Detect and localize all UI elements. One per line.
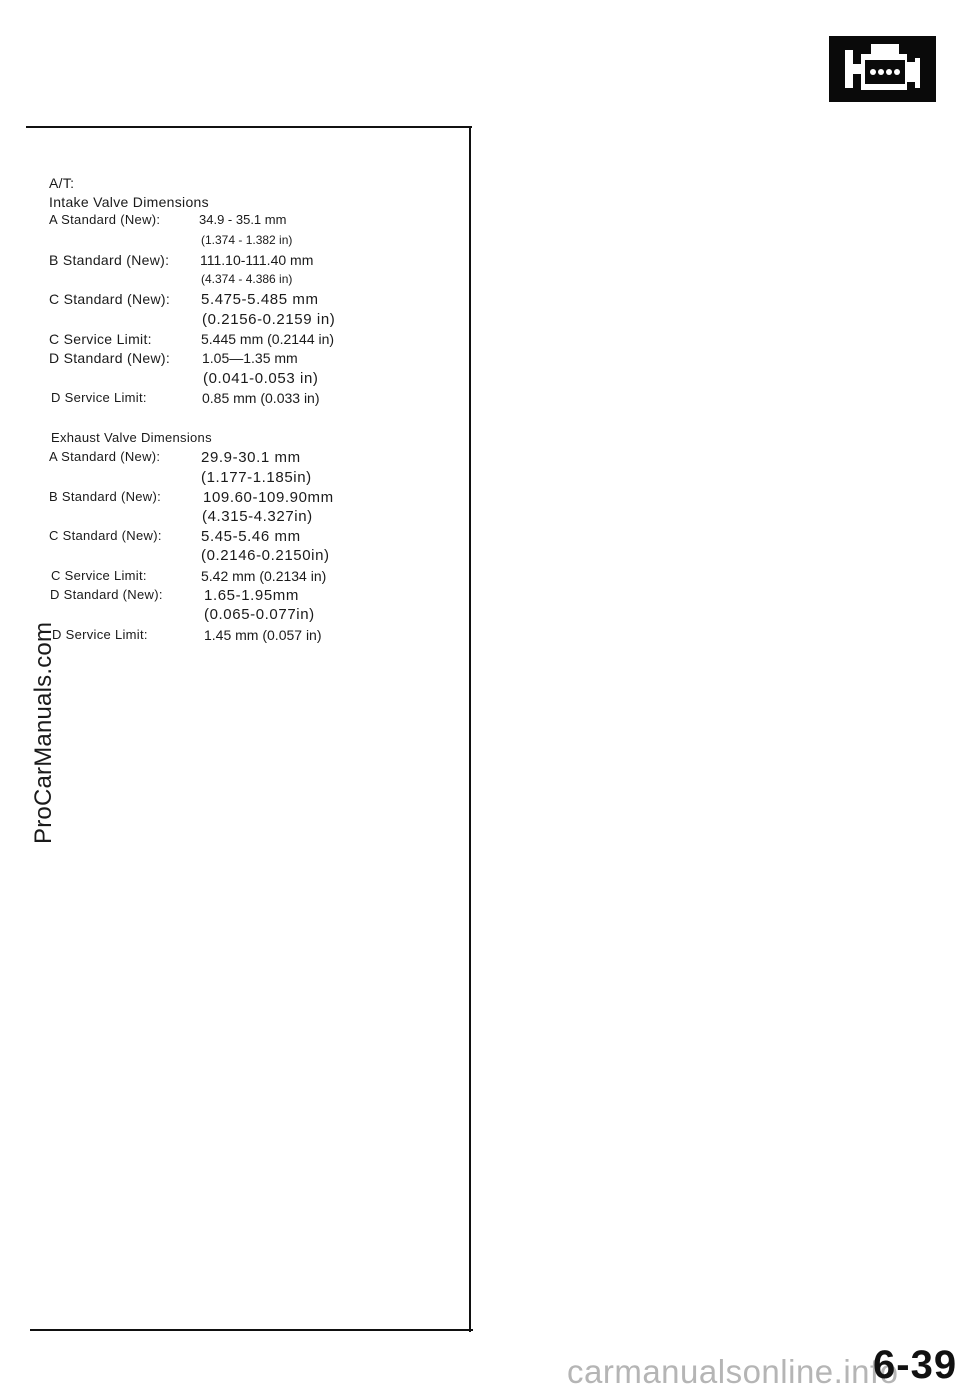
intake-a-label: A Standard (New): <box>49 212 161 227</box>
intake-c-value: 5.475-5.485 mm <box>201 291 319 308</box>
footer-site-watermark: carmanualsonline.info <box>567 1353 899 1390</box>
exhaust-d-value-in: (0.065-0.077in) <box>204 606 315 623</box>
engine-section-badge <box>829 36 936 102</box>
exhaust-c-label: C Standard (New): <box>49 528 162 543</box>
intake-b-label: B Standard (New): <box>49 252 170 268</box>
exhaust-c-limit-label: C Service Limit: <box>51 568 147 583</box>
intake-b-value-in: (4.374 - 4.386 in) <box>201 272 293 286</box>
intake-a-value: 34.9 - 35.1 mm <box>199 212 287 227</box>
exhaust-a-value: 29.9-30.1 mm <box>201 449 301 466</box>
intake-c-label: C Standard (New): <box>49 291 171 307</box>
exhaust-d-value: 1.65-1.95mm <box>204 587 299 604</box>
exhaust-b-label: B Standard (New): <box>49 489 162 504</box>
frame-right-rule <box>469 126 471 1332</box>
exhaust-a-label: A Standard (New): <box>49 449 161 464</box>
frame-top-rule <box>26 126 472 128</box>
exhaust-section-title: Exhaust Valve Dimensions <box>51 430 212 445</box>
intake-a-value-in: (1.374 - 1.382 in) <box>201 233 293 247</box>
intake-d-limit-label: D Service Limit: <box>51 390 147 405</box>
transmission-heading: A/T: <box>49 175 75 191</box>
intake-c-value-in: (0.2156-0.2159 in) <box>202 311 336 328</box>
exhaust-c-value: 5.45-5.46 mm <box>201 528 301 545</box>
exhaust-c-value-in: (0.2146-0.2150in) <box>201 547 330 564</box>
exhaust-d-label: D Standard (New): <box>50 587 163 602</box>
intake-c-limit-label: C Service Limit: <box>49 331 152 347</box>
watermark-text: ProCarManuals.com <box>30 621 57 844</box>
exhaust-b-value-in: (4.315-4.327in) <box>202 508 313 525</box>
frame-bottom-rule <box>30 1329 473 1331</box>
intake-b-value: 111.10-111.40 mm <box>200 252 314 268</box>
exhaust-c-limit-value: 5.42 mm (0.2134 in) <box>201 568 327 584</box>
exhaust-d-limit-value: 1.45 mm (0.057 in) <box>204 627 322 643</box>
intake-d-limit-value: 0.85 mm (0.033 in) <box>202 390 320 406</box>
intake-d-value-in: (0.041-0.053 in) <box>203 370 319 387</box>
exhaust-d-limit-label: D Service Limit: <box>52 627 148 642</box>
exhaust-a-value-in: (1.177-1.185in) <box>201 469 312 486</box>
intake-section-title: Intake Valve Dimensions <box>49 194 209 210</box>
page-number: 6-39 <box>873 1343 958 1387</box>
intake-d-value: 1.05—1.35 mm <box>202 350 298 366</box>
engine-icon <box>829 36 936 102</box>
exhaust-b-value: 109.60-109.90mm <box>203 489 334 506</box>
intake-d-label: D Standard (New): <box>49 350 171 366</box>
intake-c-limit-value: 5.445 mm (0.2144 in) <box>201 331 335 347</box>
